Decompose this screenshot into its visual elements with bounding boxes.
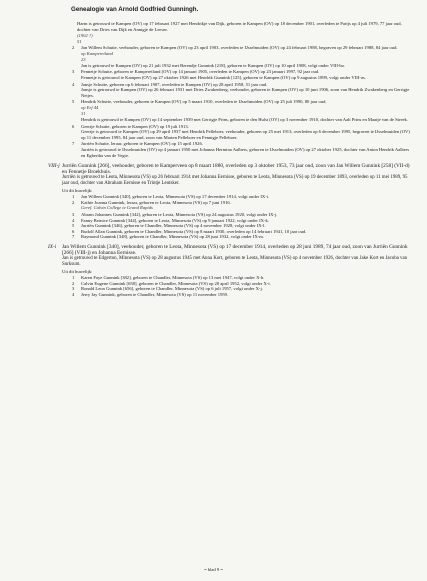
child-text: Rudolf Allan Gunnink, geboren te Chandler, Minnesota (VS) op 8 maart 1930, overleden op 14 februari 1941, 10 jaar oud.: [81, 228, 307, 234]
handwritten-note: [62, 51, 414, 62]
marriage-paragraph: Hendrik is getrouwd te Kampen (OV) op 14 september 1939 met Gerrigje Prins, geboren te den Hulst (OV) op 3 november 1910, dochter van Aalt Prins en Maatje van de Streek.: [81, 117, 408, 123]
intro-text: Harm is getrouwd te Kampen (OV) op 17 februari 1927 met Hendrikje van Dijk, geboren te Kampen (OV) op 18 december 1901, overleden te Parijs op 4 juli 1979, 77 jaar oud, dochter van Dries van Dijk en Annigje de Leeuw.: [77, 21, 402, 32]
child-text: Calvin Eugene Gunnink [658], geboren te Chandler, Minnesota (VS) op 20 april 1952, volgt onder X-i.: [81, 280, 271, 286]
marriage-paragraph: Jansje is getrouwd te Kampen (OV) op 26 februari 1931 met Dries Zwakenberg, veehouder, geboren te Kampen (OV) op 10 juni 1906, zoon van Hendrik Zwakenberg en Gerrigje Netjes.: [81, 87, 410, 98]
generation-label: VIII-j: [48, 163, 60, 170]
children-label: Uit dit huwelijk:: [62, 187, 93, 193]
handwritten-number: 23: [81, 56, 86, 62]
child-number: 1: [72, 194, 75, 200]
handwritten-number: 51: [77, 38, 82, 44]
child-text: Jan Willem Gunnink [340], geboren te Leota, Minnesota (VS) op 17 december 1914, volgt onder IX-i.: [81, 194, 270, 200]
marriage-paragraph: Fennetje is getrouwd te Kampen (OV) op 27 oktober 1926 met Hendrik Gunnink [125], geboren te Kampen (OV) op 9 augustus 1899, volgt onder VIII-as.: [81, 75, 366, 81]
children-label: Uit dit huwelijk:: [62, 268, 93, 274]
child-number: 3: [72, 69, 75, 75]
marriage-paragraph: Jurriën is getrouwd te IJsselmuiden (OV) op 4 januari 1950 met Johanna Hermina Aalbers, geboren te IJsselmuiden (OV) op 27 oktober 1925, dochter van Anton Hendrik Aalbers en Egbertha van de Vegte.: [81, 146, 410, 158]
section-main-text: Jurriën Gunnink [266], veehouder, geboren te Kamperveen op 8 maart 1880, overleden op 3 oktober 1953, 73 jaar oud, zoon van Jan Willem Gunnink [258] (VII-d) en Fennetje Broekhuis.: [62, 163, 410, 176]
child-text: Jan Willem Schutte, veehouder, geboren te Kampen (OV) op 23 april 1903, overleden te IJsselmuiden (OV) op 24 februari 1988, begraven op 29 februari 1988, 84 jaar oud.: [81, 45, 398, 51]
child-number: 6: [72, 123, 75, 129]
child-number: 2: [72, 199, 75, 205]
marriage-paragraph: Jurriën is getrouwd te Leota, Minnesota (VS) op 26 februari 1914 met Johanna Eernisse, geboren te Leota, Minnesota (VS) op 19 december 1893, overleden op 11 mei 1989, 95 jaar oud, dochter van Abraham Eernisse en Trintje Leutsker.: [62, 175, 408, 187]
child-text: Fanny Bernice Gunnink [344], geboren te Leota, Minnesota (VS) op 9 januari 1922, volgt onder IX-k.: [81, 217, 269, 223]
handwritten-text: op Erf 44: [81, 104, 99, 110]
handwritten-note: [62, 33, 414, 44]
child-text: Abram Johannes Gunnink [342], geboren te Leota, Minnesota (VS) op 24 augustus 1920, volgt onder IX-j.: [81, 211, 278, 217]
child-text: Jansje Schutte, geboren op 6 februari 1907, overleden te Kampen (OV) op 28 april 1958, 51 jaar oud.: [81, 81, 268, 87]
child-text: Jurriën Schutte, leraar, geboren te Kampen (OV) op 15 april 1926.: [81, 141, 203, 147]
section-main-text: Jan Willem Gunnink [340], veehouder, geboren te Leota, Minnesota (VS) op 17 december 1914, overleden op 28 juni 1989, 74 jaar oud, zoon van Jurriën Gunnink [266] (VIII-j) en Johanna Eernisse.: [62, 244, 408, 257]
child-text: Jurriën Gunnink [346], geboren te Chandler, Minnesota (VS) op 4 november 1928, volgt onder IX-l.: [81, 223, 266, 229]
child-text: Hendrik Schutte, veehouder, geboren te Kampen (OV) op 5 maart 1910, overleden te IJsselmuiden (OV) op 25 juli 1990, 80 jaar oud.: [81, 99, 327, 105]
section-viii-j: [48, 163, 414, 175]
child-text: Fennetje Schutte, geboren te Kampereiland (OV) op 14 januari 1905, overleden te Kampen (OV) op 23 januari 1997, 92 jaar oud.: [81, 69, 320, 75]
spacer: [62, 240, 414, 243]
marriage-paragraph: Jan is getrouwd te Edgerton, Minnesota (VS) op 28 augustus 1945 met Anna Kort, geboren te Leota, Minnesota (VS) op 4 november 1926, dochter van Jake Kort en Jacoba van Surksum.: [62, 256, 408, 268]
child-text: Kathie Joanna Gunnink, leraar, geboren te Leota, Minnesota (VS) op 7 juni 1916.: [81, 199, 231, 205]
child-number: 6: [72, 228, 75, 234]
child-text: Raymond Gunnink [348], geboren te Chandler, Minnesota (VS) op 28 juni 1932, volgt onder IX-m.: [81, 234, 265, 240]
child-number: 4: [72, 81, 75, 87]
child-number: 7: [72, 234, 75, 240]
intro-paragraph: [62, 21, 414, 32]
child-number: 7: [72, 141, 75, 147]
page-footer: = blad 9 =: [204, 567, 223, 572]
child-text: Ronald Leon Gunnink [656], geboren te Chandler, Minnesota (VS) op 6 juli 1957, volgt onder X-j.: [81, 286, 263, 292]
child-number: 4: [72, 217, 75, 223]
section-ix-i: [48, 244, 414, 256]
child-entry: [62, 234, 414, 240]
marriage-paragraph: Geertje is getrouwd te Kampen (OV) op 29 april 1937 met Hendrik Pelleboer, veehouder, geboren op 25 mei 1913, overleden op 6 december 1995, begraven te IJsselmuiden (OV) op 11 december 1995, 84 jaar oud, zoon van Marten Pelleboer en Fennigje Pelleboer.: [81, 129, 410, 140]
child-number: 1: [72, 275, 75, 281]
child-number: 2: [72, 280, 75, 286]
child-text: Karen Faye Gunnink [382], geboren te Chandler, Minnesota (VS) op 13 mei 1947, volgt onder X-h.: [81, 275, 265, 281]
child-number: 5: [72, 223, 75, 229]
handwritten-note: Geref. Calvin College te Grand Rapids: [81, 205, 153, 211]
handwritten-text: op Kampereiland: [81, 50, 113, 56]
marriage-paragraph: Jan is getrouwd te Kampen (OV) op 21 juli 1932 met Berendje Gunnink [218], geboren te Kampen (OV) op 10 april 1908, volgt onder VIII-bo.: [81, 62, 346, 68]
handwritten-number: 31: [81, 110, 86, 116]
spacer: [62, 159, 414, 162]
child-text: Geertje Schutte, geboren te Kampen (OV) op 19 juli 1913.: [81, 123, 189, 129]
generation-label: IX-i: [48, 244, 57, 251]
child-number: 3: [72, 286, 75, 292]
child-number: 4: [72, 292, 75, 298]
handwritten-note: [62, 105, 414, 116]
handwritten-text: (1902 ?): [77, 33, 93, 39]
child-number: 2: [72, 45, 75, 51]
child-number: 5: [72, 99, 75, 105]
child-text: Jerry Jay Gunnink, geboren te Chandler, Minnesota (VS) op 11 november 1959.: [81, 292, 229, 298]
child-number: 3: [72, 211, 75, 217]
page-title: Genealogie van Arnold Godfried Gunningh.: [71, 6, 199, 13]
page-content: [48, 21, 414, 298]
child-entry: [62, 292, 414, 298]
